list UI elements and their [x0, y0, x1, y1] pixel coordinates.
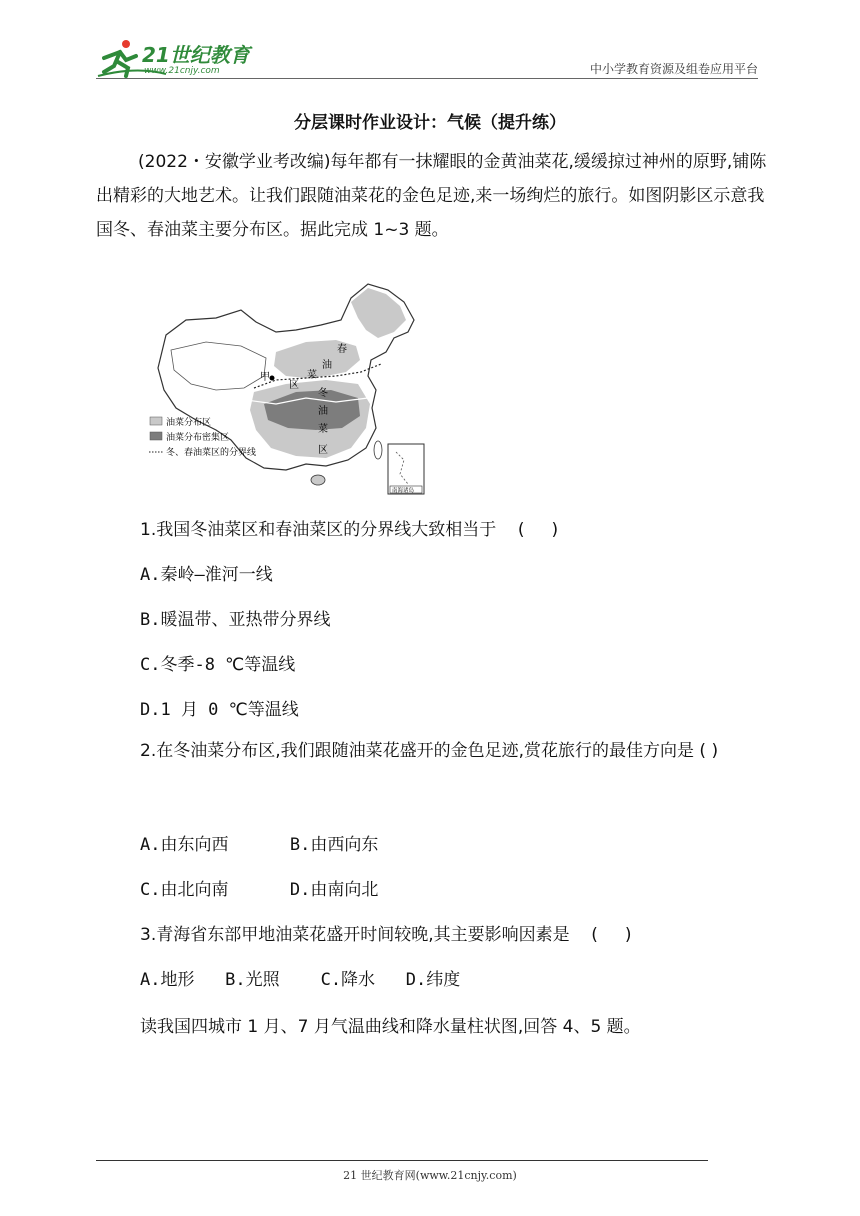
label-jia: 甲 — [260, 372, 270, 383]
footer-divider — [96, 1160, 708, 1161]
logo-url: www.21cnjy.com — [144, 66, 220, 76]
page-header — [96, 30, 758, 80]
question-1-option-c: C.冬季-8 ℃等温线 — [140, 655, 296, 675]
legend-line-label: 冬、春油菜区的分界线 — [166, 448, 257, 458]
question-1-option-a: A.秦岭—淮河一线 — [140, 565, 273, 585]
site-logo — [96, 36, 266, 78]
label-you-1: 油 — [322, 360, 332, 371]
site-tagline: 中小学教育资源及组卷应用平台 — [589, 62, 758, 76]
legend-dark-label: 油菜分布密集区 — [166, 433, 230, 443]
question-3-stem: 3.青海省东部甲地油菜花盛开时间较晚,其主要影响因素是 ( ) — [140, 925, 632, 945]
question-2-stem: 2.在冬油菜分布区,我们跟随油菜花盛开的金色足迹,赏花旅行的最佳方向是 ( ) — [140, 741, 719, 761]
legend-swatch-light — [150, 417, 162, 425]
china-rapeseed-map — [146, 280, 428, 496]
question-1-stem: 1.我国冬油菜区和春油菜区的分界线大致相当于 ( ) — [140, 520, 559, 540]
point-jia-marker — [270, 376, 275, 381]
lead-questions-4-5: 读我国四城市 1 月、7 月气温曲线和降水量柱状图,回答 4、5 题。 — [140, 1017, 641, 1037]
question-3-options: A.地形 B.光照 C.降水 D.纬度 — [140, 970, 461, 990]
page-footer: 21 世纪教育网(www.21cnjy.com) — [343, 1169, 517, 1182]
question-1-option-b: B.暖温带、亚热带分界线 — [140, 610, 331, 630]
question-1-option-d: D.1 月 0 ℃等温线 — [140, 700, 299, 720]
header-divider — [96, 78, 758, 79]
label-qu-1: 区 — [289, 380, 299, 391]
legend-light-label: 油菜分布区 — [166, 418, 212, 428]
intro-paragraph: (2022・安徽学业考改编)每年都有一抹耀眼的金黄油菜花,缓缓掠过神州的原野,铺陈出精彩的大地艺术。让我们跟随油菜花的金色足迹,来一场绚烂的旅行。如图阴影区示意我国冬、春油菜主要分布区。据此完成 1~3 题。 — [96, 152, 767, 240]
question-2-options-ab: A.由东向西 B.由西向东 — [140, 835, 379, 855]
label-dong: 冬 — [318, 388, 328, 399]
logo-text: 21世纪教育 — [142, 43, 250, 67]
page-title: 分层课时作业设计：气候（提升练） — [294, 113, 566, 133]
legend-swatch-dark — [150, 432, 162, 440]
question-2-options-cd: C.由北向南 D.由南向北 — [140, 880, 379, 900]
inset-label: 南海诸岛 — [392, 488, 415, 494]
label-qu-2: 区 — [318, 445, 328, 456]
label-chun: 春 — [337, 344, 347, 355]
label-cai-1: 菜 — [307, 370, 317, 381]
label-you-2: 油 — [318, 406, 328, 417]
label-cai-2: 菜 — [318, 424, 328, 435]
